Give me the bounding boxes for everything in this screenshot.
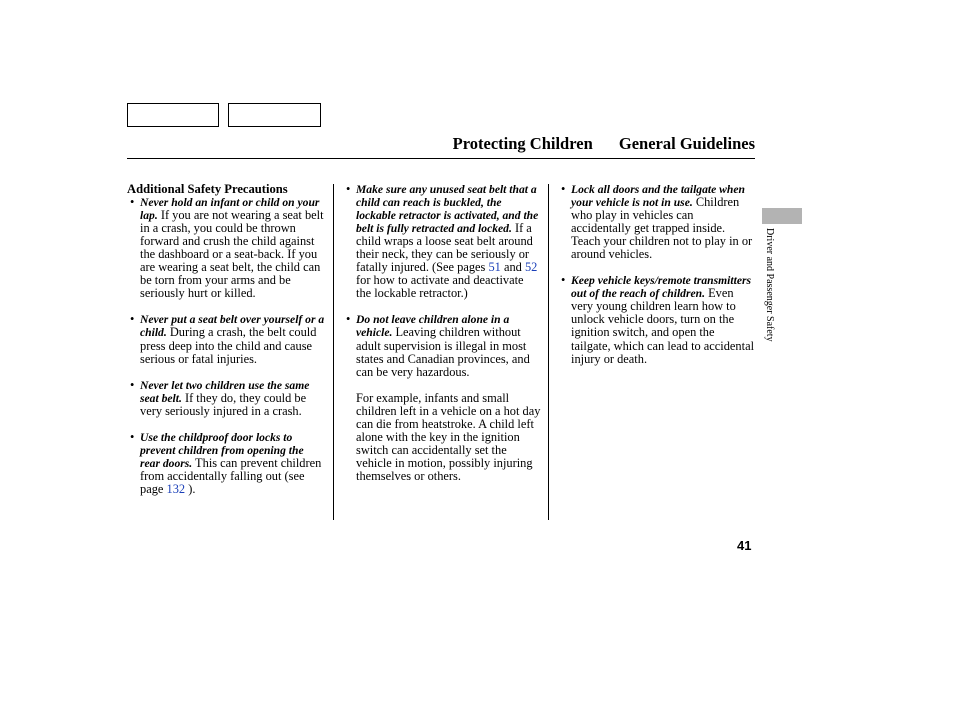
- section-tab: [762, 208, 802, 224]
- paragraph: For example, infants and small children left in a vehicle on a hot day can die from heatstroke. A child left alone with the key in the ignition switch can accidentally set the vehicle in motion, possibly injuring themselves or others.: [356, 390, 541, 483]
- bullet: •: [561, 182, 566, 196]
- header-rule: [127, 158, 755, 159]
- item-text: This can prevent children from accidentally falling out (see page: [140, 455, 322, 496]
- page-link-52[interactable]: 52: [524, 260, 538, 275]
- column-divider: [333, 184, 334, 520]
- section-title: Additional Safety Precautions: [127, 182, 288, 196]
- bullet: •: [130, 429, 135, 444]
- list-item: [127, 431, 325, 496]
- item-text: Even very young children learn how to unlock vehicle doors, turn on the ignition switch, and open the tailgate, which can lead to accidental injury or death.: [571, 286, 755, 366]
- header-subsection-title: General Guidelines: [618, 134, 755, 153]
- item-emphasis: Lock all doors and the tailgate when your vehicle is not in use.: [571, 183, 745, 210]
- nav-button-previous[interactable]: [127, 103, 219, 127]
- item-emphasis: Make sure any unused seat belt that a child can reach is buckled, the lockable retractor is activated, and the belt is fully retracted and locked.: [356, 183, 539, 236]
- item-text-after: for how to activate and deactivate the lockable retractor.): [356, 273, 524, 301]
- column-divider: [548, 184, 549, 520]
- list-item: [343, 313, 541, 378]
- list-item: [558, 183, 756, 261]
- item-emphasis: Use the childproof door locks to prevent children from opening the rear doors.: [140, 430, 304, 470]
- list-item: [127, 196, 325, 300]
- item-text-mid: and: [500, 260, 525, 275]
- item-text: If a child wraps a loose seat belt around their neck, they can be seriously or fatally injured. (See pages: [356, 221, 533, 275]
- header-section-title: Protecting Children: [452, 134, 593, 153]
- item-text: If you are not wearing a seat belt in a crash, you could be thrown forward and crush the child against the dashboard or a seat-back. If you are wearing a seat belt, the child can be torn from your arms and be seriously hurt or killed.: [140, 208, 324, 301]
- item-emphasis: Keep vehicle keys/remote transmitters out of the reach of children.: [571, 274, 751, 301]
- item-text: If they do, they could be very seriously injured in a crash.: [140, 390, 307, 418]
- page-link-51[interactable]: 51: [488, 260, 501, 275]
- item-text: Leaving children without adult supervision is illegal in most states and Canadian provinces, and can be very hazardous.: [356, 325, 530, 379]
- item-emphasis: Never let two children use the same seat belt.: [140, 378, 310, 405]
- page-link-132[interactable]: 132: [166, 481, 186, 496]
- item-text: During a crash, the belt could press deep into the child and cause serious or fatal injuries.: [140, 325, 317, 366]
- column-2: [343, 183, 541, 483]
- list-item: [127, 313, 325, 365]
- bullet: •: [346, 312, 351, 327]
- list-item: [343, 183, 541, 300]
- bullet: •: [130, 312, 135, 327]
- nav-button-next[interactable]: [228, 103, 321, 127]
- column-1: [127, 183, 325, 496]
- item-emphasis: Never hold an infant or child on your lap.: [140, 196, 320, 223]
- page-number: 41: [737, 538, 752, 553]
- item-emphasis: Do not leave children alone in a vehicle.: [356, 313, 510, 340]
- side-section-label: Driver and Passenger Safety: [764, 228, 775, 342]
- item-text: Children who play in vehicles can accidentally get trapped inside. Teach your children not to play in or around vehicles.: [571, 195, 753, 262]
- item-text-after: ).: [185, 481, 196, 496]
- bullet: •: [130, 195, 135, 210]
- list-item: [558, 274, 756, 365]
- column-3: [558, 183, 756, 366]
- item-emphasis: Never put a seat belt over yourself or a child.: [140, 313, 325, 340]
- bullet: •: [130, 377, 135, 392]
- list-item: [127, 379, 325, 418]
- bullet: •: [561, 273, 566, 288]
- bullet: •: [346, 182, 351, 196]
- page-header: [453, 134, 755, 154]
